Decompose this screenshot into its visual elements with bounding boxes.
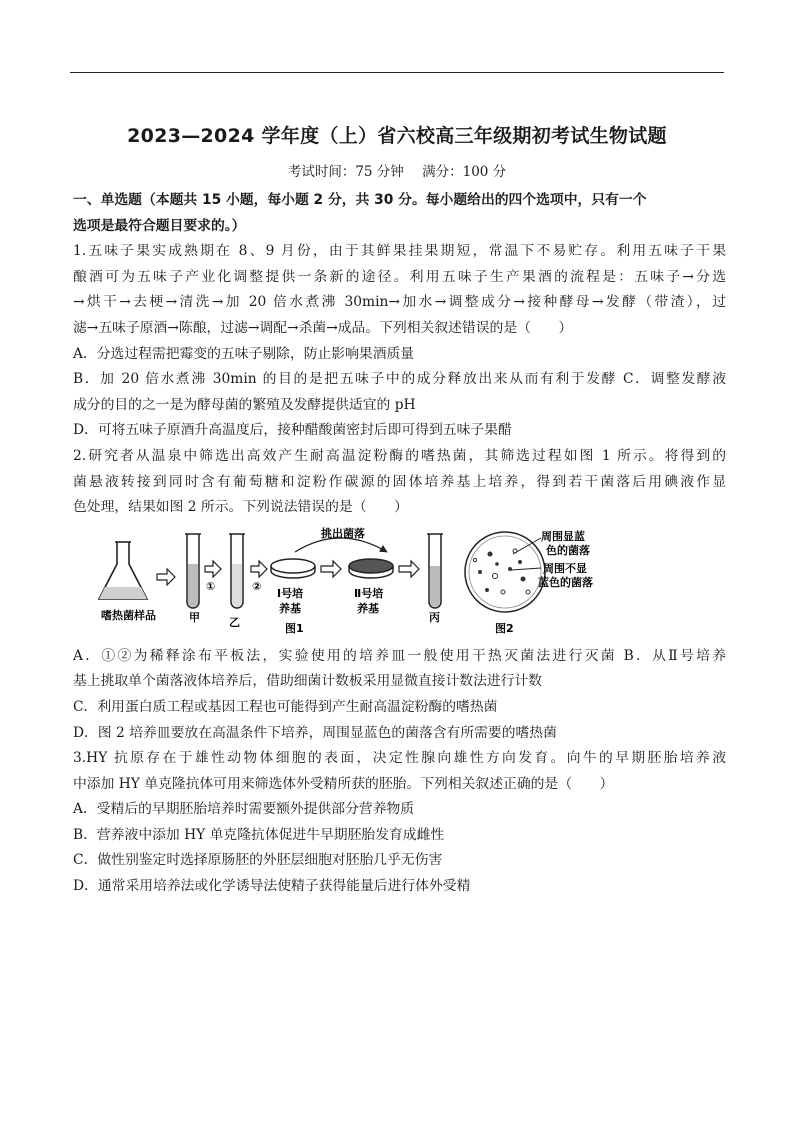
header-rule xyxy=(70,72,724,73)
option-c: C．利用蛋白质工程或基因工程也可能得到产生耐高温淀粉酶的嗜热菌 xyxy=(73,698,498,715)
question-stem: 中添加 HY 单克隆抗体可用来筛选体外受精所获的胚胎。下列相关叙述正确的是（ ） xyxy=(73,775,614,792)
question-3 xyxy=(73,746,726,900)
section-heading: 选项是最符合题目要求的。） xyxy=(73,217,246,234)
tube-label-yi: 乙 xyxy=(229,615,240,629)
section-heading: 一、单选题（本题共 15 小题，每小题 2 分，共 30 分。每小题给出的四个选项中，只有一个 xyxy=(73,192,647,208)
option-d: D．通常采用培养法或化学诱导法使精子获得能量后进行体外受精 xyxy=(73,878,471,895)
question-2 xyxy=(73,444,726,746)
option-b: B．营养液中添加 HY 单克隆抗体促进牛早期胚胎发育成雌性 xyxy=(73,826,445,843)
option-b: 基上挑取单个菌落液体培养后，借助细菌计数板采用显微直接计数法进行计数 xyxy=(73,673,543,690)
option-d: D．可将五味子原酒升高温度后，接种醋酸菌密封后即可得到五味子果醋 xyxy=(73,422,512,439)
test-tube-icon xyxy=(229,534,245,608)
arrow-icon xyxy=(205,561,221,577)
sample-label: 嗜热菌样品 xyxy=(101,608,156,622)
arrow-icon xyxy=(157,569,175,585)
question-stem: 色处理，结果如图 2 所示。下列说法错误的是（ ） xyxy=(73,499,408,516)
arrow-icon xyxy=(399,561,419,577)
step-1-label: ① xyxy=(206,579,216,593)
figure-2-plate-icon xyxy=(465,532,545,612)
arrow-icon xyxy=(321,561,341,577)
arrow-icon xyxy=(251,561,267,577)
petri-dish-icon xyxy=(349,559,393,578)
exam-content xyxy=(73,188,726,900)
non-blue-colony-label: 周围不显 xyxy=(543,561,587,575)
exam-score: 满分：100 分 xyxy=(422,164,507,180)
non-blue-colony-label: 蓝色的菌落 xyxy=(538,575,593,589)
option-d: D．图 2 培养皿要放在高温条件下培养，周围显蓝色的菌落含有所需要的嗜热菌 xyxy=(73,724,557,741)
step-2-label: ② xyxy=(252,579,262,593)
flask-icon xyxy=(99,542,147,599)
question-1 xyxy=(73,239,726,444)
test-tube-icon xyxy=(427,534,443,608)
figure-2-caption: 图2 xyxy=(495,621,514,635)
option-a: A．分选过程需把霉变的五味子剔除，防止影响果酒质量 xyxy=(73,345,415,362)
plate-1-label: Ⅰ号培 xyxy=(277,586,304,600)
pick-arrow-icon xyxy=(295,538,387,552)
figure-diagram xyxy=(95,524,705,636)
pick-colony-label: 挑出菌落 xyxy=(321,526,365,540)
question-stem: 2.研究者从温泉中筛选出高效产生耐高温淀粉酶的嗜热菌，其筛选过程如图 1 所示。将得到的 xyxy=(73,447,726,464)
petri-dish-icon xyxy=(271,559,315,578)
plate-1-label: 养基 xyxy=(279,601,301,615)
option-a: A．受精后的早期胚胎培养时需要额外提供部分营养物质 xyxy=(73,801,415,818)
plate-2-label: Ⅱ号培 xyxy=(354,586,384,600)
option-c: 成分的目的之一是为酵母菌的繁殖及发酵提供适宜的 pH xyxy=(73,396,416,413)
experiment-figure xyxy=(73,524,726,639)
exam-info xyxy=(0,160,794,180)
question-stem: 3.HY 抗原存在于雄性动物体细胞的表面，决定性腺向雄性方向发育。向牛的早期胚胎培养液 xyxy=(73,750,726,767)
question-stem: 1.五味子果实成熟期在 8、9 月份，由于其鲜果挂果期短，常温下不易贮存。利用五味子干果 xyxy=(73,243,726,260)
question-stem: →烘干→去梗→清洗→加 20 倍水煮沸 30min→加水→调整成分→接种酵母→发酵（带渣），过 xyxy=(73,294,726,311)
option-b: B．加 20 倍水煮沸 30min 的目的是把五味子中的成分释放出来从而有利于发酵 C．调整发酵液 xyxy=(73,371,726,388)
tube-label-bing: 丙 xyxy=(429,610,440,624)
option-a: A．①②为稀释涂布平板法，实验使用的培养皿一般使用干热灭菌法进行灭菌 B．从Ⅱ号培养 xyxy=(73,647,726,664)
blue-colony-label: 周围显蓝 xyxy=(541,529,585,543)
tube-label-jia: 甲 xyxy=(189,610,200,624)
blue-colony-label: 色的菌落 xyxy=(546,543,590,557)
exam-time: 考试时间：75 分钟 xyxy=(287,164,404,180)
page-title: 2023—2024 学年度（上）省六校高三年级期初考试生物试题 xyxy=(127,125,667,147)
question-stem: 菌悬液转接到同时含有葡萄糖和淀粉作碳源的固体培养基上培养，得到若干菌落后用碘液作显 xyxy=(73,473,726,490)
figure-1-caption: 图1 xyxy=(285,621,304,635)
option-c: C．做性别鉴定时选择原肠胚的外胚层细胞对胚胎几乎无伤害 xyxy=(73,852,443,869)
question-stem: 酿酒可为五味子产业化调整提供一条新的途径。利用五味子生产果酒的流程是：五味子→分选 xyxy=(73,268,726,285)
question-stem: 滤→五味子原酒→陈酿，过滤→调配→杀菌→成品。下列相关叙述错误的是（ ） xyxy=(73,319,573,336)
plate-2-label: 养基 xyxy=(357,601,379,615)
test-tube-icon xyxy=(185,534,201,608)
